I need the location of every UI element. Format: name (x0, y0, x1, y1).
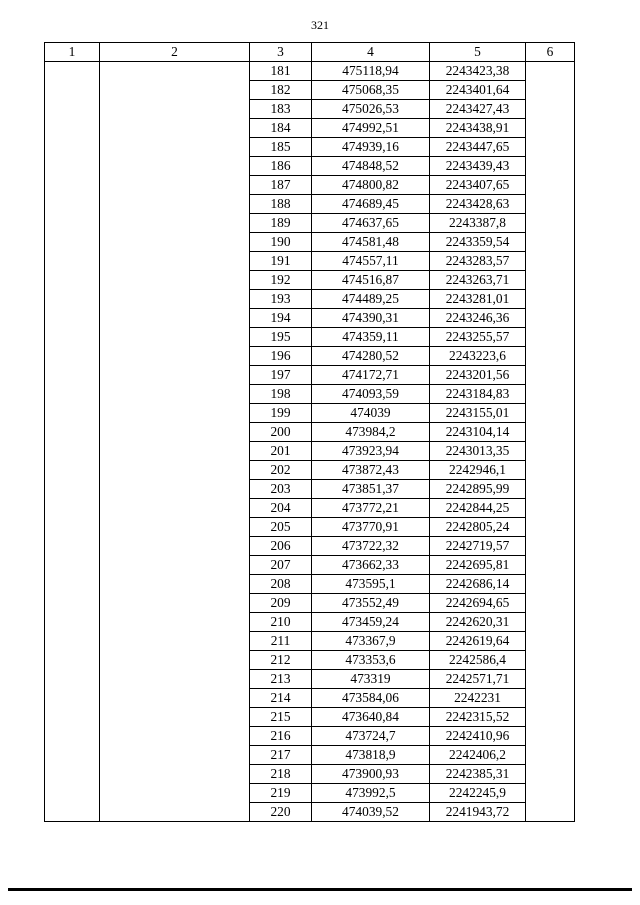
y-coordinate-cell: 2243407,65 (430, 176, 526, 195)
point-number-cell: 189 (250, 214, 312, 233)
x-coordinate-cell: 474689,45 (312, 195, 430, 214)
header-row (45, 43, 575, 62)
y-coordinate-cell: 2243223,6 (430, 347, 526, 366)
y-coordinate-cell: 2243401,64 (430, 81, 526, 100)
x-coordinate-cell: 474093,59 (312, 385, 430, 404)
y-coordinate-cell: 2243427,43 (430, 100, 526, 119)
x-coordinate-cell: 474939,16 (312, 138, 430, 157)
x-coordinate-cell: 474489,25 (312, 290, 430, 309)
point-number-cell: 204 (250, 499, 312, 518)
x-coordinate-cell: 474800,82 (312, 176, 430, 195)
point-number-cell: 201 (250, 442, 312, 461)
point-number-cell: 197 (250, 366, 312, 385)
column-1-blank-cell (45, 62, 100, 822)
y-coordinate-cell: 2242946,1 (430, 461, 526, 480)
point-number-cell: 182 (250, 81, 312, 100)
y-coordinate-cell: 2243387,8 (430, 214, 526, 233)
point-number-cell: 206 (250, 537, 312, 556)
point-number-cell: 209 (250, 594, 312, 613)
y-coordinate-cell: 2243447,65 (430, 138, 526, 157)
point-number-cell: 202 (250, 461, 312, 480)
point-number-cell: 218 (250, 765, 312, 784)
point-number-cell: 184 (250, 119, 312, 138)
page-number: 321 (311, 18, 329, 32)
point-number-cell: 214 (250, 689, 312, 708)
column-header-1: 1 (45, 43, 100, 62)
point-number-cell: 213 (250, 670, 312, 689)
point-number-cell: 195 (250, 328, 312, 347)
x-coordinate-cell: 473722,32 (312, 537, 430, 556)
column-header-5: 5 (430, 43, 526, 62)
x-coordinate-cell: 473459,24 (312, 613, 430, 632)
x-coordinate-cell: 473595,1 (312, 575, 430, 594)
point-number-cell: 219 (250, 784, 312, 803)
y-coordinate-cell: 2243438,91 (430, 119, 526, 138)
column-header-2: 2 (100, 43, 250, 62)
x-coordinate-cell: 473367,9 (312, 632, 430, 651)
x-coordinate-cell: 474992,51 (312, 119, 430, 138)
x-coordinate-cell: 474581,48 (312, 233, 430, 252)
x-coordinate-cell: 474280,52 (312, 347, 430, 366)
y-coordinate-cell: 2242245,9 (430, 784, 526, 803)
x-coordinate-cell: 475026,53 (312, 100, 430, 119)
y-coordinate-cell: 2243428,63 (430, 195, 526, 214)
x-coordinate-cell: 474557,11 (312, 252, 430, 271)
x-coordinate-cell: 474039 (312, 404, 430, 423)
y-coordinate-cell: 2243013,35 (430, 442, 526, 461)
y-coordinate-cell: 2242805,24 (430, 518, 526, 537)
point-number-cell: 199 (250, 404, 312, 423)
point-number-cell: 203 (250, 480, 312, 499)
point-number-cell: 188 (250, 195, 312, 214)
coordinates-table (44, 42, 575, 822)
y-coordinate-cell: 2242844,25 (430, 499, 526, 518)
x-coordinate-cell: 473818,9 (312, 746, 430, 765)
point-number-cell: 191 (250, 252, 312, 271)
point-number-cell: 196 (250, 347, 312, 366)
point-number-cell: 210 (250, 613, 312, 632)
point-number-cell: 211 (250, 632, 312, 651)
table-header (45, 43, 575, 62)
y-coordinate-cell: 2242571,71 (430, 670, 526, 689)
x-coordinate-cell: 473984,2 (312, 423, 430, 442)
x-coordinate-cell: 474390,31 (312, 309, 430, 328)
point-number-cell: 185 (250, 138, 312, 157)
x-coordinate-cell: 474359,11 (312, 328, 430, 347)
x-coordinate-cell: 474172,71 (312, 366, 430, 385)
column-header-3: 3 (250, 43, 312, 62)
point-number-cell: 198 (250, 385, 312, 404)
point-number-cell: 216 (250, 727, 312, 746)
point-number-cell: 205 (250, 518, 312, 537)
y-coordinate-cell: 2243201,56 (430, 366, 526, 385)
y-coordinate-cell: 2243155,01 (430, 404, 526, 423)
bottom-rule (8, 888, 632, 891)
x-coordinate-cell: 473640,84 (312, 708, 430, 727)
point-number-cell: 181 (250, 62, 312, 81)
column-2-blank-cell (100, 62, 250, 822)
point-number-cell: 190 (250, 233, 312, 252)
y-coordinate-cell: 2243255,57 (430, 328, 526, 347)
y-coordinate-cell: 2243423,38 (430, 62, 526, 81)
x-coordinate-cell: 473770,91 (312, 518, 430, 537)
y-coordinate-cell: 2243104,14 (430, 423, 526, 442)
y-coordinate-cell: 2242686,14 (430, 575, 526, 594)
point-number-cell: 208 (250, 575, 312, 594)
y-coordinate-cell: 2243439,43 (430, 157, 526, 176)
x-coordinate-cell: 473900,93 (312, 765, 430, 784)
column-header-6: 6 (526, 43, 575, 62)
x-coordinate-cell: 475118,94 (312, 62, 430, 81)
y-coordinate-cell: 2241943,72 (430, 803, 526, 822)
y-coordinate-cell: 2243281,01 (430, 290, 526, 309)
y-coordinate-cell: 2243359,54 (430, 233, 526, 252)
table-body (45, 62, 575, 822)
x-coordinate-cell: 473851,37 (312, 480, 430, 499)
x-coordinate-cell: 473872,43 (312, 461, 430, 480)
y-coordinate-cell: 2242406,2 (430, 746, 526, 765)
point-number-cell: 192 (250, 271, 312, 290)
point-number-cell: 193 (250, 290, 312, 309)
y-coordinate-cell: 2242694,65 (430, 594, 526, 613)
point-number-cell: 200 (250, 423, 312, 442)
point-number-cell: 207 (250, 556, 312, 575)
y-coordinate-cell: 2242385,31 (430, 765, 526, 784)
x-coordinate-cell: 473662,33 (312, 556, 430, 575)
x-coordinate-cell: 473584,06 (312, 689, 430, 708)
x-coordinate-cell: 474039,52 (312, 803, 430, 822)
y-coordinate-cell: 2242586,4 (430, 651, 526, 670)
x-coordinate-cell: 473353,6 (312, 651, 430, 670)
point-number-cell: 186 (250, 157, 312, 176)
x-coordinate-cell: 475068,35 (312, 81, 430, 100)
x-coordinate-cell: 473772,21 (312, 499, 430, 518)
y-coordinate-cell: 2242620,31 (430, 613, 526, 632)
point-number-cell: 194 (250, 309, 312, 328)
x-coordinate-cell: 473923,94 (312, 442, 430, 461)
y-coordinate-cell: 2243184,83 (430, 385, 526, 404)
x-coordinate-cell: 473319 (312, 670, 430, 689)
point-number-cell: 215 (250, 708, 312, 727)
x-coordinate-cell: 473724,7 (312, 727, 430, 746)
x-coordinate-cell: 473992,5 (312, 784, 430, 803)
y-coordinate-cell: 2243263,71 (430, 271, 526, 290)
x-coordinate-cell: 474848,52 (312, 157, 430, 176)
x-coordinate-cell: 473552,49 (312, 594, 430, 613)
y-coordinate-cell: 2242619,64 (430, 632, 526, 651)
column-header-4: 4 (312, 43, 430, 62)
column-6-blank-cell (526, 62, 575, 822)
y-coordinate-cell: 2242719,57 (430, 537, 526, 556)
x-coordinate-cell: 474637,65 (312, 214, 430, 233)
x-coordinate-cell: 474516,87 (312, 271, 430, 290)
y-coordinate-cell: 2242695,81 (430, 556, 526, 575)
y-coordinate-cell: 2242231 (430, 689, 526, 708)
y-coordinate-cell: 2242895,99 (430, 480, 526, 499)
point-number-cell: 183 (250, 100, 312, 119)
point-number-cell: 217 (250, 746, 312, 765)
y-coordinate-cell: 2242410,96 (430, 727, 526, 746)
table-row (45, 62, 575, 81)
y-coordinate-cell: 2243283,57 (430, 252, 526, 271)
y-coordinate-cell: 2242315,52 (430, 708, 526, 727)
point-number-cell: 212 (250, 651, 312, 670)
point-number-cell: 220 (250, 803, 312, 822)
point-number-cell: 187 (250, 176, 312, 195)
y-coordinate-cell: 2243246,36 (430, 309, 526, 328)
